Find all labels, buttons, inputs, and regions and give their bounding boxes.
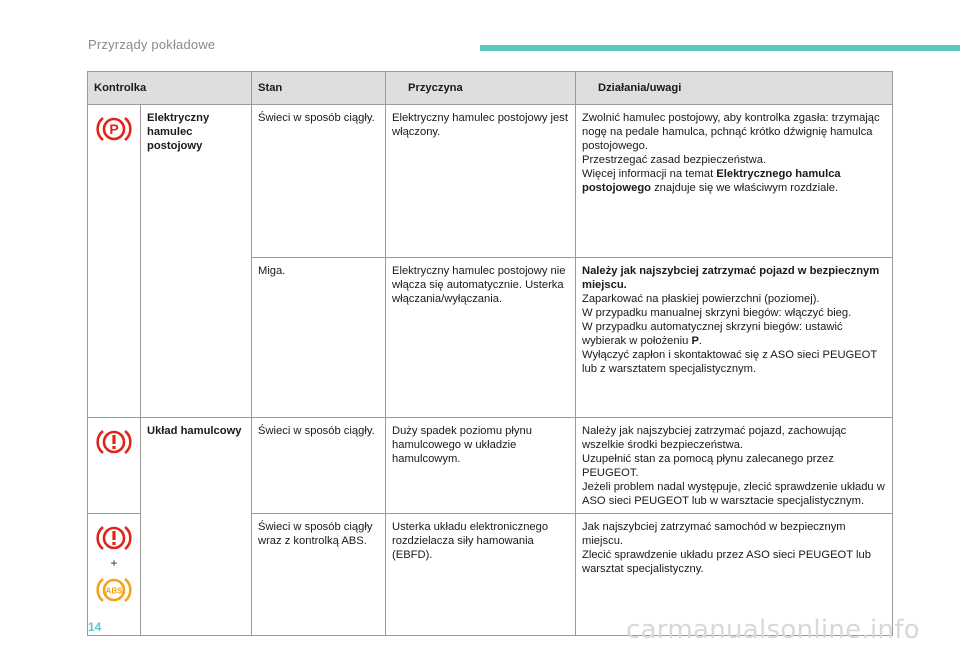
column-header-stan: Stan [252,72,386,105]
svg-text:P: P [109,121,119,137]
column-header-dzialania: Działania/uwagi [576,72,893,105]
action-cell: Zwolnić hamulec postojowy, aby kontrolka zgasła: trzymając nogę na pedale hamulca, pchnąć krótko dźwignię hamulca postojowego. Przestrzegać zasad bezpieczeństwa. Więcej informacji na temat Elektrycznego hamulca postojowego znajduje się we właściwym rozdziale. [576,105,893,258]
header-accent-bar [480,45,960,51]
page-number: 14 [88,620,102,634]
svg-text:ABS: ABS [105,586,123,596]
action-cell: Jak najszybciej zatrzymać samochód w bezpiecznym miejscu. Zlecić sprawdzenie układu przez ASO sieci PEUGEOT lub warsztat specjalistyczny. [576,514,893,636]
warning-name-cell: Elektryczny hamulec postojowy [141,105,252,418]
table-header-row [88,72,893,105]
parking-brake-icon [96,115,132,143]
watermark: carmanualsonline.info [625,615,920,645]
state-cell: Świeci w sposób ciągły. [252,105,386,258]
cause-cell: Elektryczny hamulec postojowy jest włączony. [386,105,576,258]
icon-cell [88,418,141,514]
column-header-kontrolka: Kontrolka [88,72,252,105]
state-cell: Miga. [252,258,386,418]
column-header-przyczyna: Przyczyna [386,72,576,105]
action-cell: Należy jak najszybciej zatrzymać pojazd, zachowując wszelkie środki bezpieczeństwa. Uzupełnić stan za pomocą płynu zalecanego przez PEUGEOT. Jeżeli problem nadal występuje, zlecić sprawdzenie układu w ASO sieci PEUGEOT lub w warsztacie specjalistycznym. [576,418,893,514]
brake-system-warning-icon [96,428,132,456]
icon-cell [88,514,141,636]
warning-name-cell: Układ hamulcowy [141,418,252,636]
brake-system-warning-icon [96,524,132,552]
state-cell: Świeci w sposób ciągły. [252,418,386,514]
table-row [88,105,893,258]
state-cell: Świeci w sposób ciągły wraz z kontrolką ABS. [252,514,386,636]
page-header-title: Przyrządy pokładowe [88,37,216,52]
abs-warning-icon [96,576,132,604]
warning-lights-table [87,71,893,636]
cause-cell: Duży spadek poziomu płynu hamulcowego w układzie hamulcowym. [386,418,576,514]
cause-cell: Usterka układu elektronicznego rozdzielacza siły hamowania (EBFD). [386,514,576,636]
action-cell: Należy jak najszybciej zatrzymać pojazd w bezpiecznym miejscu. Zaparkować na płaskiej powierzchni (poziomej). W przypadku manualnej skrzyni biegów: włączyć bieg. W przypadku automatycznej skrzyni biegów: ustawić wybierak w położeniu P. Wyłączyć zapłon i skontaktować się z ASO sieci PEUGEOT lub z warsztatem specjalistycznym. [576,258,893,418]
table-row [88,418,893,514]
cause-cell: Elektryczny hamulec postojowy nie włącza się automatycznie. Usterka włączania/wyłączania. [386,258,576,418]
icon-cell [88,105,141,418]
plus-sign: + [110,556,118,570]
